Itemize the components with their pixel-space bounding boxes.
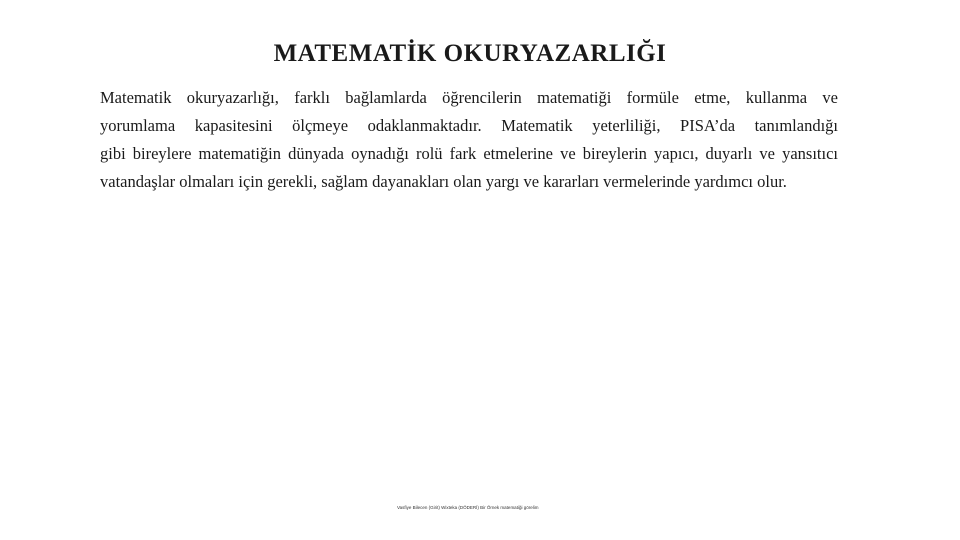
- slide-title: MATEMATİK OKURYAZARLIĞI: [273, 40, 667, 67]
- body-paragraph: [100, 84, 838, 196]
- paragraph-line: vatandaşlar olmaları için gerekli, sağlam dayanakları olan yargı ve kararları vermelerinde yardımcı olur.: [100, 172, 787, 191]
- paragraph-line: gibi bireylere matematiğin dünyada oynadığı rolü fark etmelerine ve bireylerin yapıcı, duyarlı ve yansıtıcı: [100, 144, 838, 163]
- footer-caption: Vasfiye Bilecen (Girit) Wixteka (DÖDERİ) Bir Örnek matematiği görelim: [397, 505, 539, 510]
- paragraph-line: Matematik okuryazarlığı, farklı bağlamlarda öğrencilerin matematiği formüle etme, kullanma ve: [100, 88, 838, 107]
- paragraph-line: yorumlama kapasitesini ölçmeye odaklanmaktadır. Matematik yeterliliği, PISA’da tanımlandığı: [100, 116, 838, 135]
